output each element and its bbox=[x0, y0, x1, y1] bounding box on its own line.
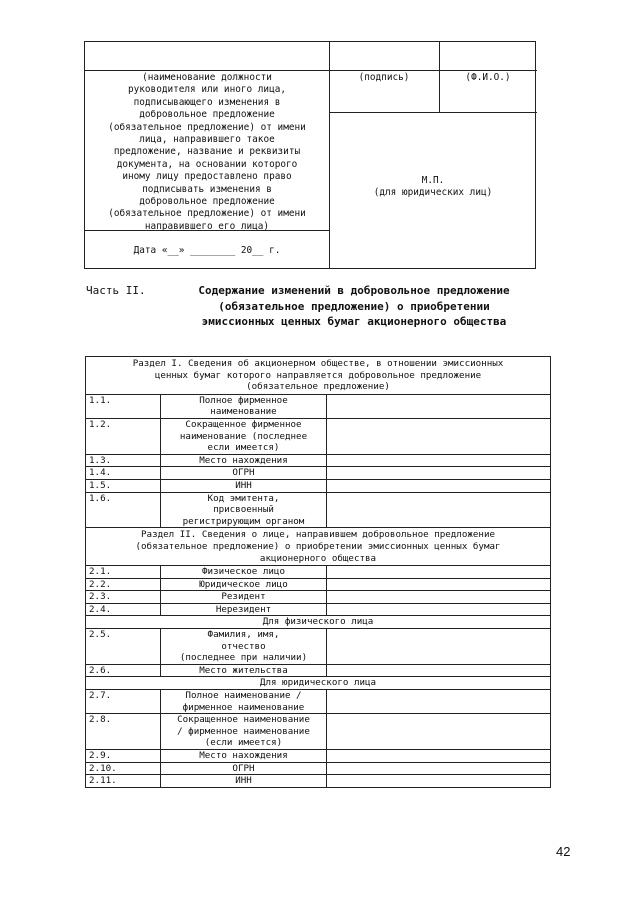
row-value-field[interactable] bbox=[327, 750, 551, 763]
row-label: Резидент bbox=[161, 591, 327, 604]
table-row bbox=[86, 566, 551, 579]
row-number: 2.7. bbox=[86, 690, 161, 714]
row-number: 1.1. bbox=[86, 394, 161, 418]
table-row bbox=[86, 492, 551, 528]
part-number: Часть II. bbox=[86, 284, 146, 297]
row-label: Сокращенное фирменное наименование (последнее если имеется) bbox=[161, 418, 327, 454]
row-number: 1.4. bbox=[86, 467, 161, 480]
row-value-field[interactable] bbox=[327, 418, 551, 454]
row-number: 1.3. bbox=[86, 454, 161, 467]
row-label: Сокращенное наименование / фирменное наименование (если имеется) bbox=[161, 714, 327, 750]
table-row bbox=[86, 750, 551, 763]
name-caption: (Ф.И.О.) bbox=[465, 72, 511, 83]
row-number: 2.10. bbox=[86, 762, 161, 775]
row-number: 2.5. bbox=[86, 629, 161, 665]
divider bbox=[329, 112, 537, 113]
table-row bbox=[86, 629, 551, 665]
row-value-field[interactable] bbox=[327, 775, 551, 788]
row-number: 2.3. bbox=[86, 591, 161, 604]
stamp-caption: М.П. (для юридических лиц) bbox=[373, 175, 493, 199]
section-2-header-text: Раздел II. Сведения о лице, направившем добровольное предложение (обязательное предложение) о приобретении эмиссионных ценных бумаг акционерного общества bbox=[86, 528, 551, 566]
row-number: 2.11. bbox=[86, 775, 161, 788]
legal-entity-subheader-text: Для юридического лица bbox=[86, 677, 551, 690]
row-label: Код эмитента, присвоенный регистрирующим органом bbox=[161, 492, 327, 528]
signature-block bbox=[84, 41, 536, 269]
table-row bbox=[86, 479, 551, 492]
row-number: 2.4. bbox=[86, 603, 161, 616]
row-value-field[interactable] bbox=[327, 578, 551, 591]
date-line: Дата «__» ________ 20__ г. bbox=[133, 245, 281, 256]
signature-caption: (подпись) bbox=[358, 72, 410, 83]
legal-entity-subheader bbox=[86, 677, 551, 690]
table-row bbox=[86, 467, 551, 480]
row-label: ИНН bbox=[161, 775, 327, 788]
page-number: 42 bbox=[556, 844, 571, 859]
row-label: Юридическое лицо bbox=[161, 578, 327, 591]
section-2-header bbox=[86, 528, 551, 566]
table-row bbox=[86, 775, 551, 788]
row-value-field[interactable] bbox=[327, 454, 551, 467]
row-number: 2.2. bbox=[86, 578, 161, 591]
table-row bbox=[86, 394, 551, 418]
individual-subheader bbox=[86, 616, 551, 629]
table-row bbox=[86, 578, 551, 591]
row-number: 2.8. bbox=[86, 714, 161, 750]
row-number: 1.2. bbox=[86, 418, 161, 454]
position-underline bbox=[85, 70, 329, 71]
row-value-field[interactable] bbox=[327, 591, 551, 604]
signature-underline bbox=[329, 70, 537, 71]
row-label: ИНН bbox=[161, 479, 327, 492]
row-number: 1.5. bbox=[86, 479, 161, 492]
row-value-field[interactable] bbox=[327, 492, 551, 528]
row-value-field[interactable] bbox=[327, 690, 551, 714]
row-label: Место жительства bbox=[161, 664, 327, 677]
table-row bbox=[86, 454, 551, 467]
individual-subheader-text: Для физического лица bbox=[86, 616, 551, 629]
row-value-field[interactable] bbox=[327, 566, 551, 579]
row-label: Полное фирменное наименование bbox=[161, 394, 327, 418]
row-label: Физическое лицо bbox=[161, 566, 327, 579]
row-label: Место нахождения bbox=[161, 750, 327, 763]
table-row bbox=[86, 690, 551, 714]
row-label: Нерезидент bbox=[161, 603, 327, 616]
table-row bbox=[86, 762, 551, 775]
row-number: 1.6. bbox=[86, 492, 161, 528]
table-row bbox=[86, 591, 551, 604]
table-row bbox=[86, 664, 551, 677]
row-value-field[interactable] bbox=[327, 664, 551, 677]
row-value-field[interactable] bbox=[327, 479, 551, 492]
row-value-field[interactable] bbox=[327, 629, 551, 665]
row-value-field[interactable] bbox=[327, 603, 551, 616]
changes-table bbox=[85, 356, 551, 788]
section-1-header bbox=[86, 357, 551, 395]
row-value-field[interactable] bbox=[327, 467, 551, 480]
row-label: ОГРН bbox=[161, 467, 327, 480]
row-label: Полное наименование / фирменное наименование bbox=[161, 690, 327, 714]
row-number: 2.1. bbox=[86, 566, 161, 579]
row-label: ОГРН bbox=[161, 762, 327, 775]
row-value-field[interactable] bbox=[327, 762, 551, 775]
row-label: Фамилия, имя, отчество (последнее при наличии) bbox=[161, 629, 327, 665]
row-label: Место нахождения bbox=[161, 454, 327, 467]
table-row bbox=[86, 714, 551, 750]
position-caption: (наименование должности руководителя или иного лица, подписывающего изменения в добровольное предложение (обязательное предложение) от имени лица, направившего такое предложение, название и реквизиты документа, на основании которого иному лицу предоставлено право подписывать изменения в добровольное предложение (обязательное предложение) от имени направившего его лица) bbox=[108, 72, 306, 232]
part-title: Содержание изменений в добровольное предложение (обязательное предложение) о приобретении эмиссионных ценных бумаг акционерного общества bbox=[198, 284, 510, 328]
section-1-header-text: Раздел I. Сведения об акционерном обществе, в отношении эмиссионных ценных бумаг которого направляется добровольное предложение (обязательное предложение) bbox=[86, 357, 551, 395]
table-row bbox=[86, 418, 551, 454]
row-value-field[interactable] bbox=[327, 714, 551, 750]
row-number: 2.6. bbox=[86, 664, 161, 677]
row-number: 2.9. bbox=[86, 750, 161, 763]
table-row bbox=[86, 603, 551, 616]
row-value-field[interactable] bbox=[327, 394, 551, 418]
